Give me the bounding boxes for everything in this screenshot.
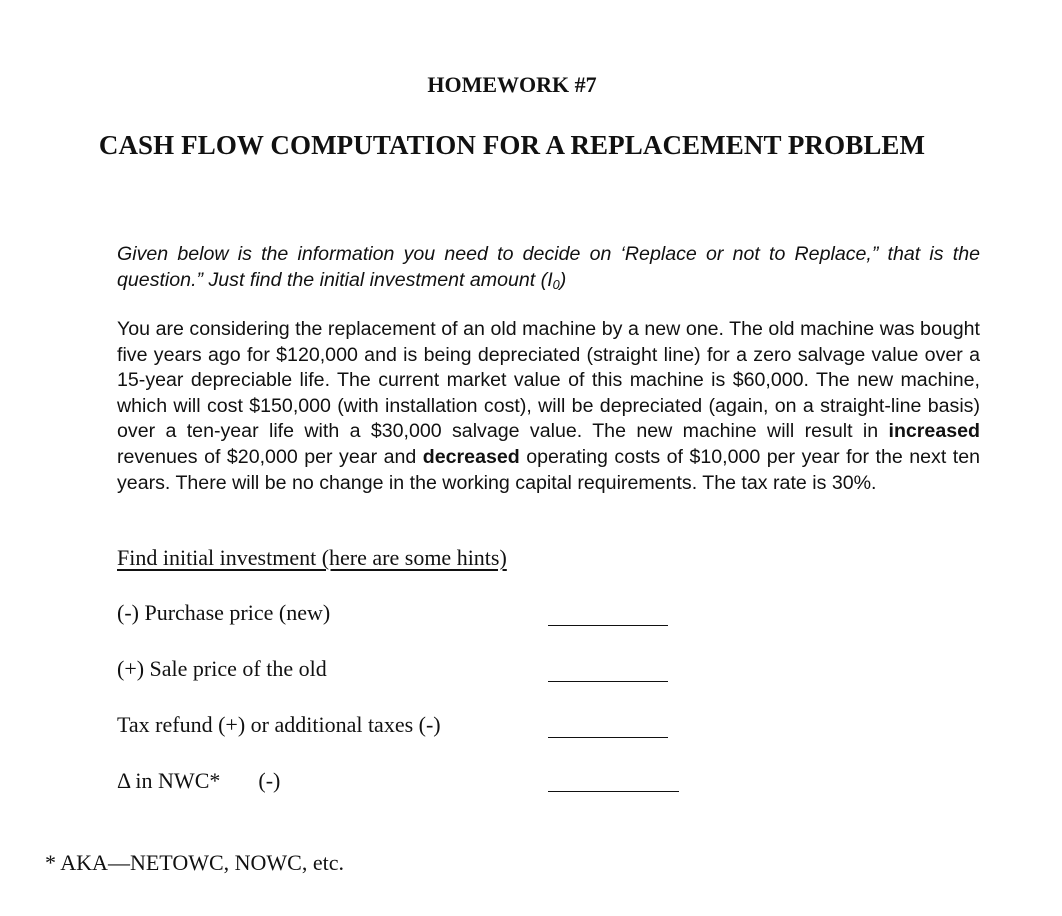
homework-title: HOMEWORK #7 xyxy=(427,72,597,97)
problem-bold-increased: increased xyxy=(888,420,980,443)
intro-subscript: 0 xyxy=(552,276,560,292)
problem-bold-decreased: decreased xyxy=(422,445,520,468)
footnote: * AKA—NETOWC, NOWC, etc. xyxy=(45,850,344,875)
nwc-blank[interactable] xyxy=(548,791,679,792)
page-title: CASH FLOW COMPUTATION FOR A REPLACEMENT PROBLEM xyxy=(98,130,926,160)
intro-close: ) xyxy=(559,268,567,291)
tax-label: Tax refund (+) or additional taxes (-) xyxy=(117,712,441,737)
problem-paragraph xyxy=(117,317,980,496)
purchase-price-blank[interactable] xyxy=(548,625,668,626)
nwc-label-text: Δ in NWC* xyxy=(117,768,221,793)
intro-paragraph xyxy=(117,242,980,297)
sale-price-label: (+) Sale price of the old xyxy=(117,656,327,681)
tax-blank[interactable] xyxy=(548,737,668,738)
sale-price-blank[interactable] xyxy=(548,681,668,682)
problem-text-1: You are considering the replacement of an old machine by a new one. The old machine was bought five years ago for $120,000 and is being depreciated (straight line) for a zero salvage value over a 15-year depreciable life. The current market value of this machine is $60,000. The new machine, which will cost $150,000 (with installation cost), will be depreciated (again, on a straight-line basis) over a ten-year life with a $30,000 salvage value. The new machine will result in xyxy=(117,318,980,443)
nwc-sign: (-) xyxy=(258,768,281,793)
purchase-price-label: (-) Purchase price (new) xyxy=(117,600,331,625)
intro-text: Given below is the information you need to decide on ‘Replace or not to Replace,” that is the question.” Just find the initial investment amount (I xyxy=(117,243,980,291)
problem-text-2: revenues of $20,000 per year and xyxy=(117,445,423,468)
hints-heading: Find initial investment (here are some hints) xyxy=(117,545,507,570)
problem-text-3: operating costs of $10,000 per year for the next ten years. There will be no change in the working capital requirements. The tax rate is 30%. xyxy=(117,445,980,494)
nwc-label xyxy=(117,768,280,794)
